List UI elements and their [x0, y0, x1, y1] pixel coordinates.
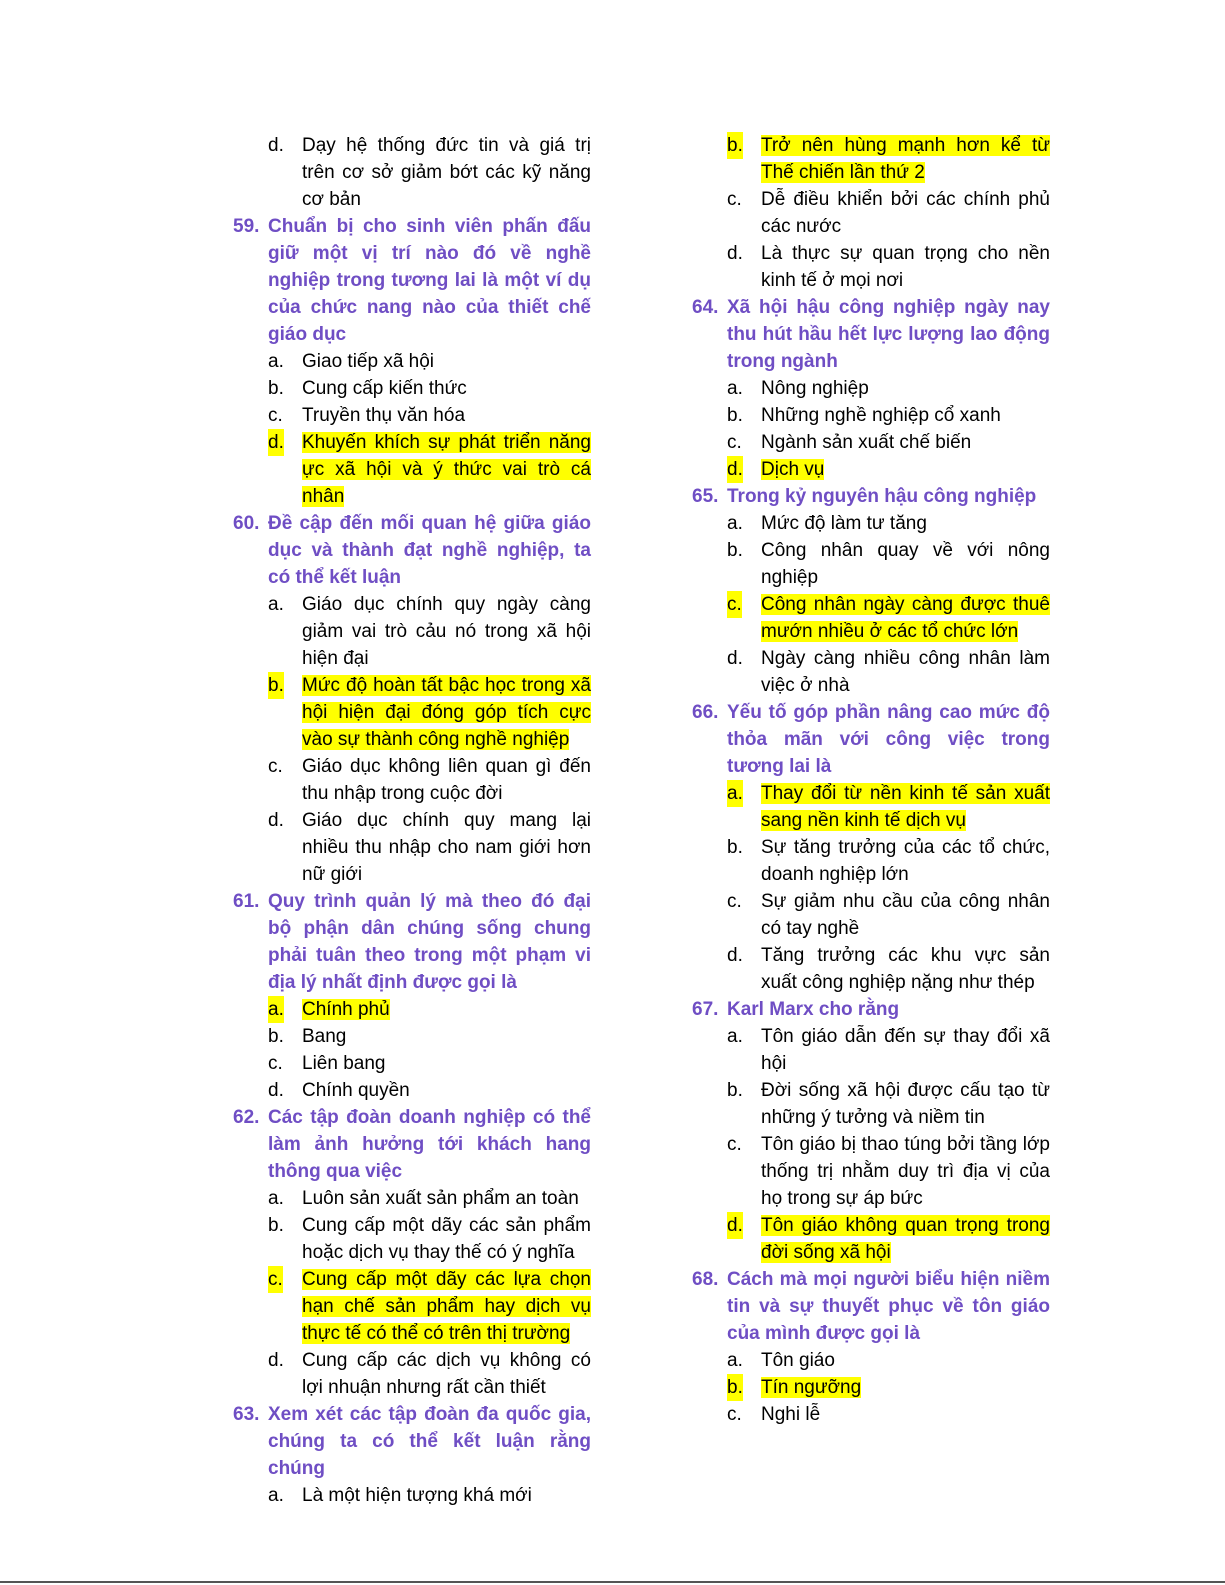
- option-letter: a.: [727, 1026, 743, 1047]
- option-text: Là thực sự quan trọng cho nền kinh tế ở mọi nơi: [761, 243, 1050, 291]
- option-letter: d.: [727, 243, 743, 264]
- question-number: 61.: [233, 891, 260, 912]
- answer-option: [268, 375, 591, 402]
- question-text: Yếu tố góp phần nâng cao mức độ thỏa mãn với công việc trong tương lai là: [727, 702, 1050, 777]
- answer-option-highlighted: [268, 672, 591, 753]
- option-text: Tôn giáo bị thao túng bởi tầng lớp thống trị nhằm duy trì địa vị của họ trong sự áp bức: [761, 1134, 1050, 1209]
- answer-option: [268, 1212, 591, 1266]
- option-letter: c.: [268, 405, 283, 426]
- option-letter: c.: [727, 432, 742, 453]
- option-text: Cung cấp một dãy các lựa chọn hạn chế sản phẩm hay dịch vụ thực tế có thể có trên thị trường: [302, 1269, 591, 1344]
- answer-option: [727, 186, 1050, 240]
- answer-option: [727, 1131, 1050, 1212]
- option-text: Liên bang: [302, 1053, 386, 1074]
- option-text: Mức độ hoàn tất bậc học trong xã hội hiện đại đóng góp tích cực vào sự thành công nghề nghiệp: [302, 675, 591, 750]
- answer-option: [268, 1185, 591, 1212]
- option-letter: a.: [727, 378, 743, 399]
- option-text: Dạy hệ thống đức tin và giá trị trên cơ sở giảm bớt các kỹ năng cơ bản: [302, 135, 591, 210]
- option-letter: a.: [268, 1188, 284, 1209]
- option-text: Là một hiện tượng khá mới: [302, 1485, 532, 1506]
- answer-option: [268, 1050, 591, 1077]
- page-bottom-rule: [0, 1581, 1225, 1583]
- answer-option: [727, 1401, 1050, 1428]
- question-text: Xem xét các tập đoàn đa quốc gia, chúng ta có thể kết luận rằng chúng: [268, 1404, 591, 1479]
- option-text: Khuyến khích sự phát triển năng ực xã hội và ý thức vai trò cá nhân: [302, 432, 591, 507]
- option-letter: b.: [727, 132, 743, 159]
- option-text: Nghi lễ: [761, 1404, 821, 1425]
- answer-option: [268, 807, 591, 888]
- option-text: Sự giảm nhu cầu của công nhân có tay nghề: [761, 891, 1050, 939]
- question-number: 64.: [692, 297, 719, 318]
- question: [233, 510, 591, 591]
- answer-option: [268, 1023, 591, 1050]
- answer-option: [727, 645, 1050, 699]
- answer-option: [268, 1077, 591, 1104]
- question: [692, 1266, 1050, 1347]
- answer-option-highlighted: [727, 780, 1050, 834]
- question: [692, 294, 1050, 375]
- option-letter: c.: [727, 591, 742, 618]
- option-text: Nông nghiệp: [761, 378, 869, 399]
- option-text: Ngành sản xuất chế biến: [761, 432, 972, 453]
- option-letter: d.: [268, 810, 284, 831]
- answer-option: [727, 1077, 1050, 1131]
- question-text: Cách mà mọi người biểu hiện niềm tin và sự thuyết phục về tôn giáo của mình được gọi là: [727, 1269, 1050, 1344]
- question-number: 68.: [692, 1269, 719, 1290]
- option-text: Bang: [302, 1026, 347, 1047]
- answer-option-highlighted: [727, 1374, 1050, 1401]
- option-text: Công nhân ngày càng được thuê mướn nhiều ở các tổ chức lớn: [761, 594, 1050, 642]
- option-letter: d.: [268, 1080, 284, 1101]
- option-text: Công nhân quay về với nông nghiệp: [761, 540, 1050, 588]
- option-text: Giáo dục chính quy ngày càng giảm vai trò cảu nó trong xã hội hiện đại: [302, 594, 591, 669]
- answer-option: [727, 537, 1050, 591]
- answer-option: [268, 1482, 591, 1509]
- right-column: [692, 132, 1050, 1428]
- question-text: Các tập đoàn doanh nghiệp có thể làm ảnh hưởng tới khách hang thông qua việc: [268, 1107, 591, 1182]
- option-text: Tôn giáo: [761, 1350, 835, 1371]
- option-letter: b.: [268, 1026, 284, 1047]
- answer-option-highlighted: [268, 996, 591, 1023]
- question: [692, 996, 1050, 1023]
- option-text: Giao tiếp xã hội: [302, 351, 435, 372]
- question-number: 65.: [692, 486, 719, 507]
- question: [233, 1104, 591, 1185]
- option-letter: d.: [268, 1350, 284, 1371]
- answer-option-highlighted: [268, 1266, 591, 1347]
- question-number: 62.: [233, 1107, 260, 1128]
- answer-option-highlighted: [727, 591, 1050, 645]
- answer-option-highlighted: [268, 429, 591, 510]
- option-letter: d.: [727, 945, 743, 966]
- answer-option: [727, 402, 1050, 429]
- answer-option: [727, 240, 1050, 294]
- option-letter: b.: [727, 405, 743, 426]
- answer-option: [268, 132, 591, 213]
- answer-option: [268, 591, 591, 672]
- option-letter: a.: [727, 1350, 743, 1371]
- option-letter: c.: [727, 891, 742, 912]
- option-letter: d.: [727, 456, 743, 483]
- option-letter: c.: [727, 1404, 742, 1425]
- option-letter: a.: [268, 996, 284, 1023]
- option-letter: c.: [268, 1266, 283, 1293]
- option-text: Đời sống xã hội được cấu tạo từ những ý tưởng và niềm tin: [761, 1080, 1050, 1128]
- option-text: Dịch vụ: [761, 459, 825, 480]
- answer-option-highlighted: [727, 132, 1050, 186]
- question: [233, 888, 591, 996]
- answer-option: [268, 348, 591, 375]
- question-text: Quy trình quản lý mà theo đó đại bộ phận dân chúng sống chung phải tuân theo trong một phạm vi địa lý nhất định được gọi là: [268, 891, 591, 993]
- option-letter: d.: [727, 648, 743, 669]
- option-letter: d.: [268, 135, 284, 156]
- answer-option: [727, 429, 1050, 456]
- question: [692, 483, 1050, 510]
- option-text: Ngày càng nhiều công nhân làm việc ở nhà: [761, 648, 1050, 696]
- question-text: Trong kỷ nguyên hậu công nghiệp: [727, 486, 1037, 507]
- option-letter: b.: [268, 1215, 284, 1236]
- option-letter: b.: [727, 540, 743, 561]
- answer-option: [727, 510, 1050, 537]
- option-letter: a.: [727, 513, 743, 534]
- option-text: Trở nên hùng mạnh hơn kể từ Thế chiến lần thứ 2: [761, 135, 1050, 183]
- option-text: Tăng trưởng các khu vực sản xuất công nghiệp nặng như thép: [761, 945, 1050, 993]
- question-number: 63.: [233, 1404, 260, 1425]
- option-text: Truyền thụ văn hóa: [302, 405, 466, 426]
- option-letter: c.: [268, 756, 283, 777]
- option-text: Cung cấp các dịch vụ không có lợi nhuận nhưng rất cần thiết: [302, 1350, 591, 1398]
- answer-option: [268, 402, 591, 429]
- option-letter: d.: [727, 1212, 743, 1239]
- option-text: Giáo dục không liên quan gì đến thu nhập trong cuộc đời: [302, 756, 591, 804]
- option-letter: b.: [268, 378, 284, 399]
- answer-option: [727, 375, 1050, 402]
- answer-option-highlighted: [727, 1212, 1050, 1266]
- option-text: Giáo dục chính quy mang lại nhiều thu nhập cho nam giới hơn nữ giới: [302, 810, 591, 885]
- option-letter: a.: [268, 351, 284, 372]
- question-number: 67.: [692, 999, 719, 1020]
- option-letter: b.: [727, 1374, 743, 1401]
- answer-option: [727, 1347, 1050, 1374]
- option-text: Cung cấp kiến thức: [302, 378, 467, 399]
- option-text: Luôn sản xuất sản phẩm an toàn: [302, 1188, 579, 1209]
- option-letter: b.: [727, 837, 743, 858]
- option-text: Tôn giáo không quan trọng trong đời sống xã hội: [761, 1215, 1050, 1263]
- option-letter: c.: [268, 1053, 283, 1074]
- answer-option: [727, 1023, 1050, 1077]
- option-letter: d.: [268, 429, 284, 456]
- question: [233, 213, 591, 348]
- option-text: Chính quyền: [302, 1080, 410, 1101]
- answer-option: [727, 834, 1050, 888]
- question-number: 60.: [233, 513, 260, 534]
- option-text: Tín ngưỡng: [761, 1377, 862, 1398]
- question-number: 59.: [233, 216, 260, 237]
- option-text: Tôn giáo dẫn đến sự thay đổi xã hội: [761, 1026, 1050, 1074]
- question-text: Đề cập đến mối quan hệ giữa giáo dục và thành đạt nghề nghiệp, ta có thể kết luận: [268, 513, 591, 588]
- question: [692, 699, 1050, 780]
- option-letter: a.: [268, 594, 284, 615]
- option-text: Chính phủ: [302, 999, 390, 1020]
- answer-option-highlighted: [727, 456, 1050, 483]
- option-letter: a.: [727, 780, 743, 807]
- question-text: Chuẩn bị cho sinh viên phấn đấu giữ một vị trí nào đó về nghề nghiệp trong tương lai là một ví dụ của chức nang nào của thiết chế giáo dục: [268, 216, 591, 345]
- option-letter: b.: [727, 1080, 743, 1101]
- option-text: Những nghề nghiệp cổ xanh: [761, 405, 1001, 426]
- question: [233, 1401, 591, 1482]
- option-letter: b.: [268, 672, 284, 699]
- left-column: [233, 132, 591, 1509]
- question-text: Karl Marx cho rằng: [727, 999, 900, 1020]
- option-letter: a.: [268, 1485, 284, 1506]
- option-text: Cung cấp một dãy các sản phẩm hoặc dịch vụ thay thế có ý nghĩa: [302, 1215, 591, 1263]
- question-text: Xã hội hậu công nghiệp ngày nay thu hút hầu hết lực lượng lao động trong ngành: [727, 297, 1050, 372]
- option-text: Dễ điều khiển bởi các chính phủ các nước: [761, 189, 1050, 237]
- answer-option: [268, 753, 591, 807]
- option-letter: c.: [727, 1134, 742, 1155]
- answer-option: [727, 888, 1050, 942]
- option-text: Thay đổi từ nền kinh tế sản xuất sang nền kinh tế dịch vụ: [761, 783, 1050, 831]
- question-number: 66.: [692, 702, 719, 723]
- option-letter: c.: [727, 189, 742, 210]
- option-text: Sự tăng trưởng của các tổ chức, doanh nghiệp lớn: [761, 837, 1050, 885]
- answer-option: [727, 942, 1050, 996]
- option-text: Mức độ làm tư tăng: [761, 513, 927, 534]
- answer-option: [268, 1347, 591, 1401]
